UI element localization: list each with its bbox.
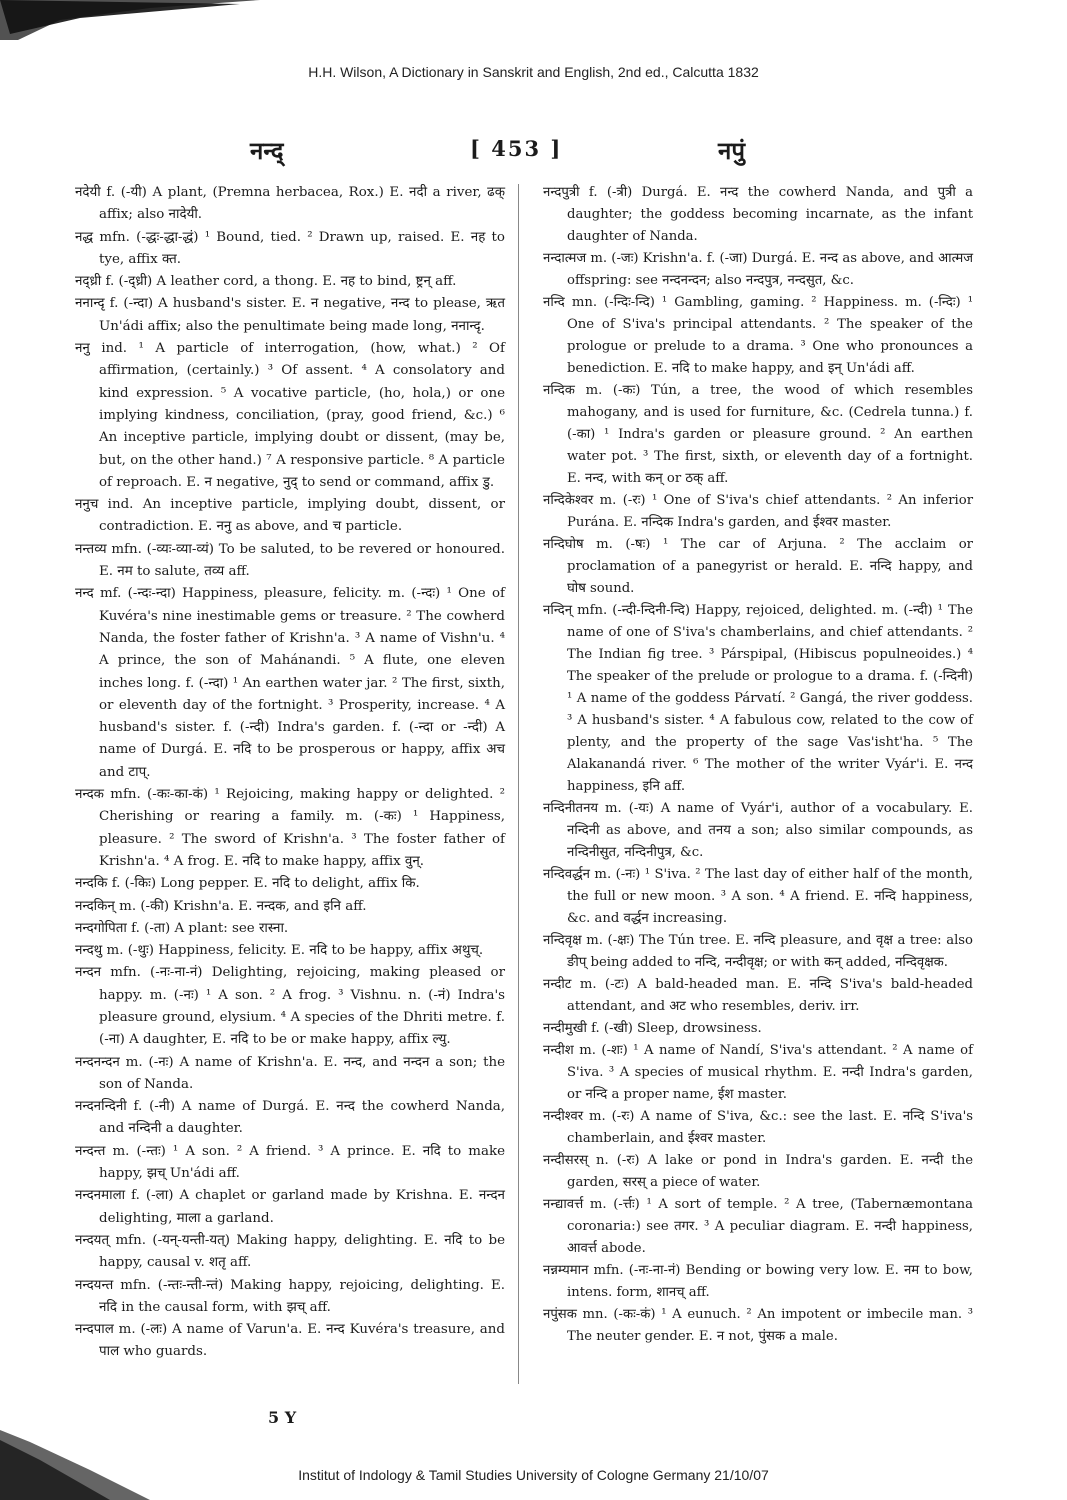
dictionary-entry: ननु ind. ¹ A particle of interrogation, (how, what.) ² Of affirmation, (certainly.) ³ Of assent. ⁴ A consolatory and kind expression. ⁵ A vocative particle, (ho, hola,) or one implying kindness, conciliation, (pray, good friend, &c.) ⁶ An inceptive particle, implying doubt or dissent, (may be, but, on the other hand.) ⁷ A responsive particle. ⁸ A particle of reproach. E. न negative, नुद् to send or command, affix डु. [75,341,505,490]
column-divider [518,184,519,1384]
dictionary-entry: नन्दिवृक्ष m. (-क्षः) The Tún tree. E. नन्दि pleasure, and वृक्ष a tree: also ङीप् being added to नन्दि, नन्दीवृक्ष; or with कन् added, नन्दिवृक्षक. [543,933,973,970]
dictionary-entry: नन्दिवर्द्धन m. (-नः) ¹ S'iva. ² The last day of either half of the month, the full or new moon. ³ A son. ⁴ A friend. E. नन्दि happiness, &c. and वर्द्धन increasing. [543,867,973,926]
dictionary-entry: नन्दीमुखी f. (-खी) Sleep, drowsiness. [543,1021,762,1036]
dictionary-entry: नन्दयत् mfn. (-यन्-यन्ती-यत्) Making happy, delighting. E. नदि to be happy, causal v. शतृ aff. [75,1232,505,1271]
dictionary-entry: नन्दिन् mfn. (-न्दी-न्दिनी-न्दि) Happy, rejoiced, delighted. m. (-न्दी) ¹ The name of one of S'iva's chamberlains, and chief attendants. ² The Indian fig tree. ³ Párspipal, (Hibiscus populneoides.) ⁴ The speaker of the prelude or prologue to a drama. f. (-न्दिनी) ¹ A name of the goddess Párvatí. ² Gangá, the river goddess. ³ A husband's sister. ⁴ A fabulous cow, related to the cow of plenty, and the property of the sage Vas'isht'ha. ⁵ The Alakanandá river. ⁶ The mother of the writer Vyár'i. E. नन्द happiness, इनि aff. [543,603,973,794]
dictionary-entry: नन्दिघोष m. (-षः) ¹ The car of Arjuna. ² The acclaim or proclamation of a panegyrist or herald. E. नन्दि happy, and घोष sound. [543,537,973,596]
dictionary-entry: नन्दनन्दन m. (-नः) A name of Krishn'a. E. नन्द, and नन्दन a son; the son of Nanda. [75,1054,505,1092]
dictionary-entry: नन्दन्त m. (-न्तः) ¹ A son. ² A friend. ³ A prince. E. नदि to make happy, झच् Un'ádi aff. [75,1143,505,1182]
dictionary-entry: नन्दक mfn. (-कः-का-कं) ¹ Rejoicing, making happy or delighted. ² Cherishing or rearing a family. m. (-कः) ¹ Happiness, pleasure. ² The sword of Krishn'a. ³ The foster father of Krishn'a. ⁴ A frog. E. नदि to make happy, affix वुन्. [75,787,505,869]
running-head-left: नन्द् [250,136,284,165]
dictionary-entry: नन्दिकेश्वर m. (-रः) ¹ One of S'iva's chief attendants. ² An inferior Purána. E. नन्दिक Indra's garden, and ईश्वर master. [543,493,973,530]
dictionary-entry: नन्द्यावर्त्त m. (-र्त्तः) ¹ A sort of temple. ² A tree, (Tabernæmontana coronaria:) see तगर. ³ A peculiar diagram. E. नन्दी happiness, आवर्त्त abode. [543,1197,973,1256]
dictionary-entry: नन्दिक m. (-कः) Tún, a tree, the wood of which resembles mahogany, and is used for furniture, &c. (Cedrela tunna.) f. (-का) ¹ Indra's garden or pleasure ground. ² An earthen water pot. ³ The first, sixth, or eleventh day of a fortnight. E. नन्द, with कन् or ठक् aff. [543,383,973,486]
scan-shadow-bottom [0,1430,150,1500]
dictionary-entry: नपुंसक mn. (-कः-कं) ¹ A eunuch. ² An impotent or imbecile man. ³ The neuter gender. E. न not, पुंसक a male. [543,1307,973,1344]
running-head-right: नपुं [718,136,745,165]
dictionary-entry: नन्दपुत्री f. (-त्री) Durgá. E. नन्द the cowherd Nanda, and पुत्री a daughter; the goddess becoming incarnate, as the infant daughter of Nanda. [543,185,973,244]
dictionary-entry: नन्दकि f. (-किः) Long pepper. E. नदि to delight, affix कि. [75,876,420,892]
dictionary-entry: नन्दिनीतनय m. (-यः) A name of Vyár'i, author of a vocabulary. E. नन्दिनी as above, and तनय a son; also similar compounds, as नन्दिनीसुत, नन्दिनीपुत्र, &c. [543,801,973,860]
dictionary-entry: नद्ध mfn. (-द्धः-द्धा-द्धं) ¹ Bound, tied. ² Drawn up, raised. E. नह to tye, affix क्त. [75,229,505,267]
dictionary-entry: नन्दयन्त mfn. (-न्तः-न्ती-न्तं) Making happy, rejoicing, delighting. E. नदि in the causal form, with झच् aff. [75,1277,505,1315]
printer-signature: 5 Y [268,1408,297,1427]
dictionary-entry: नन्दि mn. (-न्दिः-न्दि) ¹ Gambling, gaming. ² Happiness. m. (-न्दिः) ¹ One of S'iva's principal attendants. ² The speaker of the prologue or prelude to a drama. ³ One who pronounces a benediction. E. नदि to make happy, and इन् Un'ádi aff. [543,295,973,376]
dictionary-entry: नन्दनन्दिनी f. (-नी) A name of Durgá. E. नन्द the cowherd Nanda, and नन्दिनी a daughter. [75,1099,505,1137]
left-column [75,182,505,1364]
dictionary-entry: नन्तव्य mfn. (-व्यः-व्या-व्यं) To be saluted, to be revered or honoured. E. नम to salute, तव्य aff. [75,541,505,580]
source-caption: H.H. Wilson, A Dictionary in Sanskrit and English, 2nd ed., Calcutta 1832 [308,64,759,80]
institution-caption: Institut of Indology & Tamil Studies University of Cologne Germany 21/10/07 [298,1467,769,1483]
dictionary-entry: नन्दपाल m. (-लः) A name of Varun'a. E. नन्द Kuvéra's treasure, and पाल who guards. [75,1322,505,1360]
dictionary-entry: नन्दीट m. (-टः) A bald-headed man. E. नन्दि S'iva's bald-headed attendant, and अट who resembles, deriv. irr. [543,977,973,1014]
dictionary-entry: नन्दीश्वर m. (-रः) A name of S'iva, &c.: see the last. E. नन्दि S'iva's chamberlain, and ईश्वर master. [543,1109,973,1146]
dictionary-entry: नदेयी f. (-यी) A plant, (Premna herbacea, Rox.) E. नदी a river, ढक् affix; also नादेयी. [75,185,505,223]
dictionary-entry: नन्द mf. (-न्दः-न्दा) Happiness, pleasure, felicity. m. (-न्दः) ¹ One of Kuvéra's nine inestimable gems or treasure. ² The cowherd Nanda, the foster father of Krishn'a. ³ A name of Vishn'u. ⁴ A prince, the son of Mahánandi. ⁵ A flute, one eleven inches long. f. (-न्दा) ¹ An earthen water jar. ² The first, sixth, or eleventh day of the fortnight. ³ Prosperity, increase. ⁴ A husband's sister. f. (-न्दी) Indra's garden. f. (-न्दा or -न्दी) A name of Durgá. E. नदि to be prosperous or happy, affix अच and टाप्. [75,586,505,780]
dictionary-entry: ननान्दृ f. (-न्दा) A husband's sister. E. न negative, नन्द to please, ऋत Un'ádi affix; also the penultimate being made long, ननान्दृ. [75,296,505,334]
dictionary-entry: नन्दन mfn. (-नः-ना-नं) Delighting, rejoicing, making pleased or happy. m. (-नः) ¹ A son. ² A frog. ³ Vishnu. n. (-नं) Indra's pleasure ground, elysium. ⁴ A species of the Dhriti metre. f. (-ना) A daughter, E. नदि to be or make happy, affix ल्यु. [75,965,505,1048]
dictionary-entry: नद्ध्री f. (-द्ध्री) A leather cord, a thong. E. नह to bind, ष्ट्रन् aff. [75,274,457,290]
dictionary-entry: ननुच ind. An inceptive particle, implying doubt, dissent, or contradiction. E. ननु as above, and च particle. [75,497,505,535]
dictionary-entry: नन्दीसरस् n. (-रः) A lake or pond in Indra's garden. E. नन्दी the garden, सरस् a piece of water. [543,1153,973,1190]
dictionary-entry: नन्दथु m. (-थुः) Happiness, felicity. E. नदि to be happy, affix अथुच्. [75,943,484,959]
page-number: [ 453 ] [470,136,563,161]
scan-shadow-top [0,0,260,40]
dictionary-entry: नन्दकिन् m. (-की) Krishn'a. E. नन्दक, and इनि aff. [75,898,367,914]
dictionary-entry: नन्दगोपिता f. (-ता) A plant: see रास्ना. [75,920,289,936]
right-column [543,182,973,1348]
dictionary-entry: नन्दनमाला f. (-ला) A chaplet or garland made by Krishna. E. नन्दन delighting, माला a garland. [75,1188,505,1226]
dictionary-entry: नन्दीश m. (-शः) ¹ A name of Nandí, S'iva's attendant. ² A name of S'iva. ³ A species of musical rhythm. E. नन्दी Indra's garden, or नन्दि a proper name, ईश master. [543,1043,973,1102]
dictionary-entry: नन्दात्मज m. (-जः) Krishn'a. f. (-जा) Durgá. E. नन्द as above, and आत्मज offspring: see नन्दनन्दन; also नन्दपुत्र, नन्दसुत, &c. [543,251,973,288]
dictionary-entry: नन्नम्यमान mfn. (-नः-ना-नं) Bending or bowing very low. E. नम to bow, intens. form, शानच् aff. [543,1263,973,1300]
